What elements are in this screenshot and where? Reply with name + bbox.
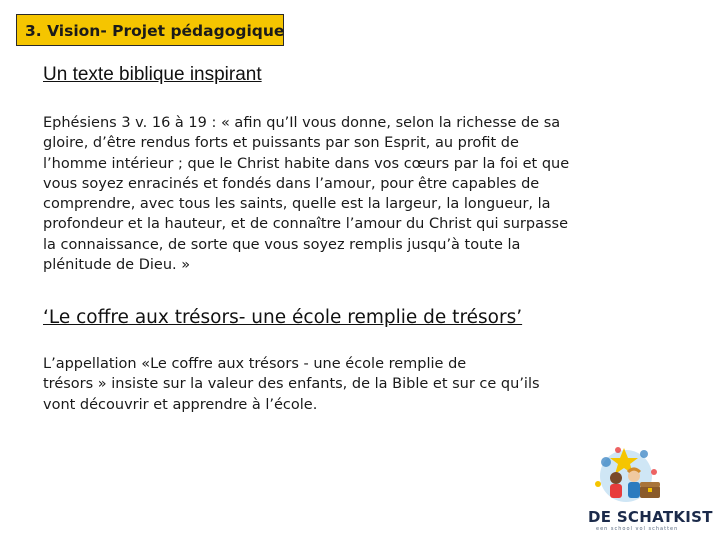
passage-line: profondeur et la hauteur, et de connaître l’amour du Christ qui surpasse	[43, 216, 568, 233]
de-schatkist-logo	[584, 444, 712, 536]
logo-tagline: een school vol schatten	[596, 526, 679, 532]
child-body-icon	[610, 484, 622, 498]
passage-line: comprendre, avec tous les saints, quelle est la largeur, la longueur, la	[43, 196, 551, 213]
scripture-heading: Un texte biblique inspirant	[43, 64, 262, 85]
explanation-line: vont découvrir et apprendre à l’école.	[43, 396, 318, 413]
passage-line: vous soyez enracinés et fondés dans l’amour, pour être capables de	[43, 175, 540, 192]
section-title-badge: 3. Vision- Projet pédagogique	[16, 14, 284, 46]
explanation-line: L’appellation «Le coffre aux trésors - une école remplie de	[43, 356, 467, 372]
passage-line: plénitude de Dieu. »	[43, 257, 191, 274]
passage-line: la connaissance, de sorte que vous soyez remplis jusqu’à toute la	[43, 236, 521, 253]
explanation-line: trésors » insiste sur la valeur des enfants, de la Bible et sur ce qu’ils	[43, 376, 540, 393]
logo-wordmark: DE SCHATKIST	[588, 508, 713, 526]
passage-line: l’homme intérieur ; que le Christ habite dans vos cœurs par la foi et que	[43, 155, 570, 172]
scripture-passage	[43, 113, 633, 275]
child-head-icon	[610, 472, 622, 484]
passage-line: gloire, d’être rendus forts et puissants par son Esprit, au profit de	[43, 135, 519, 152]
passage-line: Ephésiens 3 v. 16 à 19 : « afin qu’Il vous donne, selon la richesse de sa	[43, 115, 561, 131]
school-name-heading: ‘Le coffre aux trésors- une école remplie de trésors’	[43, 307, 523, 328]
school-name-explanation	[43, 354, 633, 415]
